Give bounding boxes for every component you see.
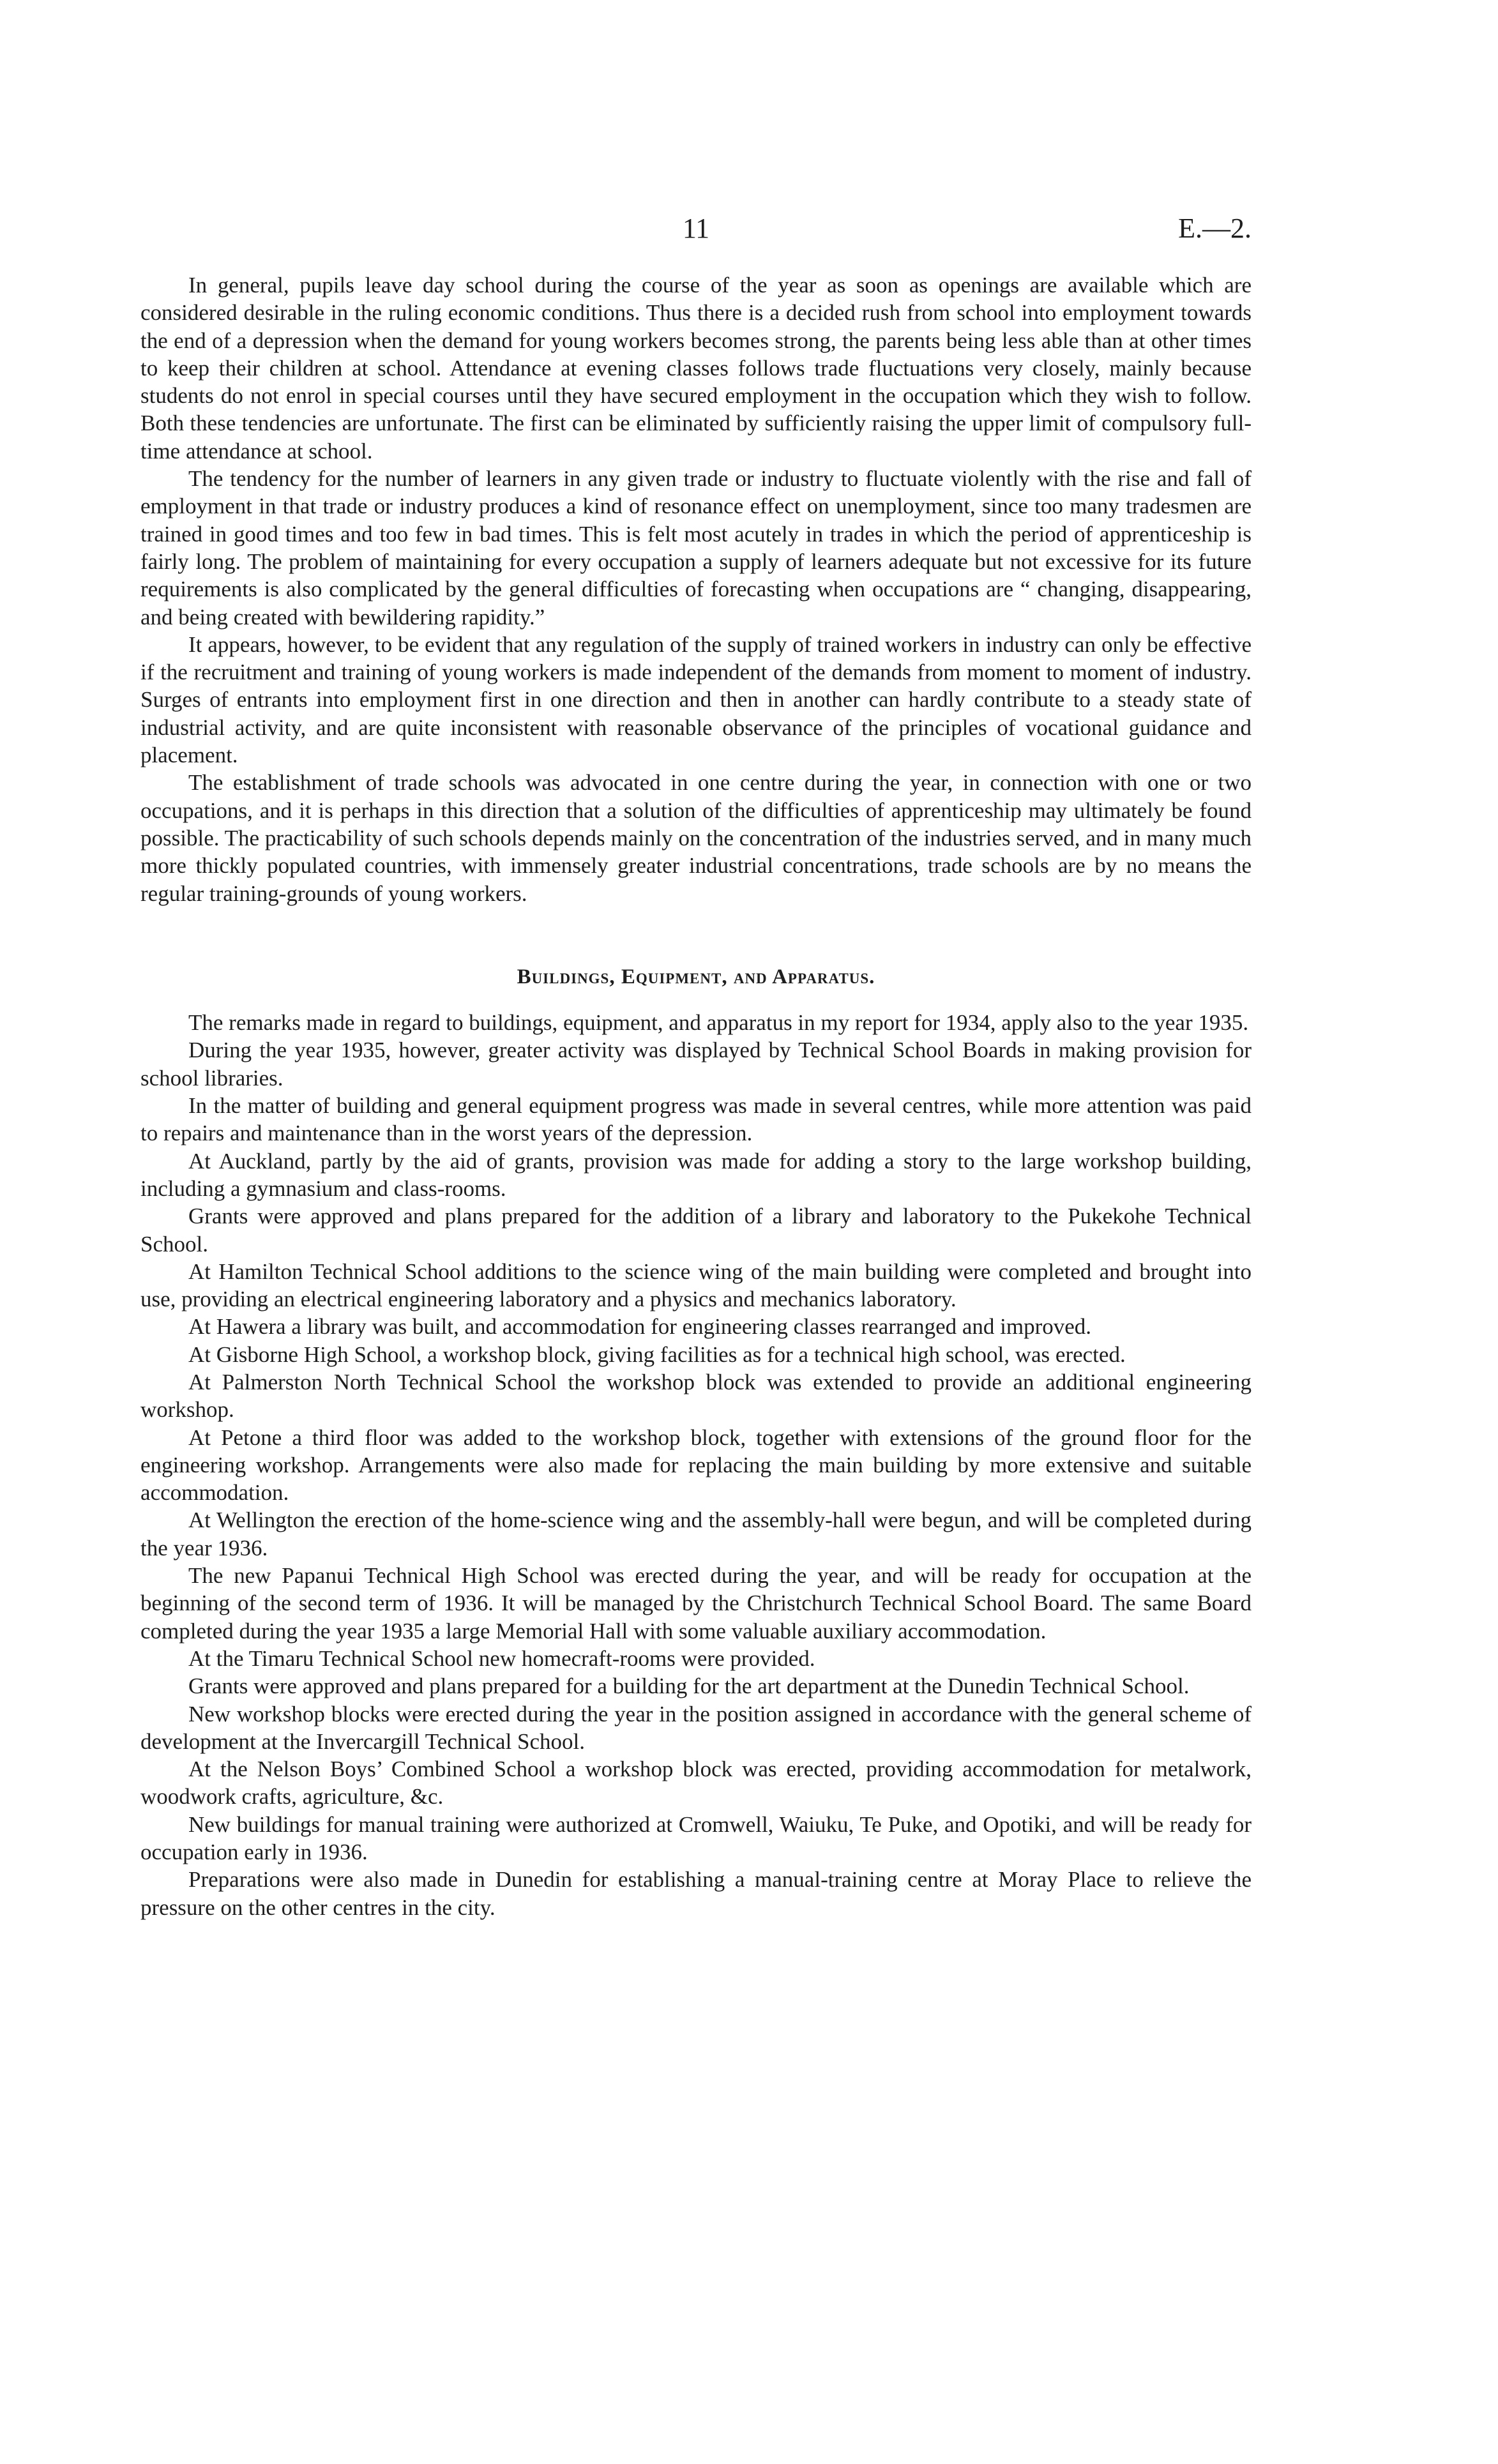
- paragraph: At the Timaru Technical School new homecraft-rooms were provided.: [188, 1645, 815, 1671]
- document-code: E.—2.: [1178, 213, 1252, 244]
- paragraph: At Petone a third floor was added to the workshop block, together with extensions of the ground floor for the engineering workshop. Arrangements were also made for replacing the main building by more extensive and suitable accommodation.: [140, 1425, 1252, 1506]
- paragraph: In general, pupils leave day school during the course of the year as soon as openings are available which are considered desirable in the ruling economic conditions. Thus there is a decided rush from school into employment towards the end of a depression when the demand for young workers becomes strong, the parents being less able than at other times to keep their children at school. Attendance at evening classes follows trade fluctuations very closely, mainly because students do not enrol in special courses until they have secured employment in the occupation which they wish to follow. Both these tendencies are unfortunate. The first can be eliminated by sufficiently raising the upper limit of compulsory full-time attendance at school.: [140, 273, 1252, 464]
- paragraph: Grants were approved and plans prepared for the addition of a library and laboratory to the Pukekohe Technical School.: [140, 1204, 1252, 1257]
- paragraph: It appears, however, to be evident that any regulation of the supply of trained workers in industry can only be effective if the recruitment and training of young workers is made independent of the demands from moment to moment of industry. Surges of entrants into employment first in one direction and then in another can hardly contribute to a steady state of industrial activity, and are quite inconsistent with reasonable observance of the principles of vocational guidance and placement.: [140, 631, 1252, 768]
- paragraph: At Hamilton Technical School additions to the science wing of the main building were completed and brought into use, providing an electrical engineering laboratory and a physics and mechanics laboratory.: [140, 1258, 1252, 1312]
- paragraph: At Palmerston North Technical School the workshop block was extended to provide an additional engineering workshop.: [140, 1369, 1252, 1423]
- paragraph: The remarks made in regard to buildings, equipment, and apparatus in my report for 1934, apply also to the year 1935.: [188, 1010, 1249, 1036]
- paragraph: The establishment of trade schools was advocated in one centre during the year, in connection with one or two occupations, and it is perhaps in this direction that a solution of the difficulties of apprenticeship may ultimately be found possible. The practicability of such schools depends mainly on the concentration of the industries served, and in many much more thickly populated countries, with immensely greater industrial concentrations, trade schools are by no means the regular training-grounds of young workers.: [140, 770, 1252, 906]
- paragraph: At Hawera a library was built, and accommodation for engineering classes rearranged and improved.: [188, 1314, 1092, 1340]
- paragraph: Preparations were also made in Dunedin for establishing a manual-training centre at Moray Place to relieve the pressure on the other centres in the city.: [140, 1867, 1252, 1920]
- paragraph: At Auckland, partly by the aid of grants, provision was made for adding a story to the large workshop building, including a gymnasium and class-rooms.: [140, 1148, 1252, 1201]
- body-text: [140, 271, 1252, 1921]
- paragraph: At the Nelson Boys’ Combined School a workshop block was erected, providing accommodation for metalwork, woodwork crafts, agriculture, &c.: [140, 1757, 1252, 1810]
- paragraph: New buildings for manual training were authorized at Cromwell, Waiuku, Te Puke, and Opotiki, and will be ready for occupation early in 1936.: [140, 1811, 1252, 1865]
- paragraph: The new Papanui Technical High School was erected during the year, and will be ready for occupation at the beginning of the second term of 1936. It will be managed by the Christchurch Technical School Board. The same Board completed during the year 1935 a large Memorial Hall with some valuable auxiliary accommodation.: [140, 1563, 1252, 1644]
- paragraph: Grants were approved and plans prepared for a building for the art department at the Dunedin Technical School.: [188, 1674, 1190, 1699]
- paragraph: In the matter of building and general equipment progress was made in several centres, while more attention was paid to repairs and maintenance than in the worst years of the depression.: [140, 1093, 1252, 1146]
- paragraph: During the year 1935, however, greater activity was displayed by Technical School Boards in making provision for school libraries.: [140, 1038, 1252, 1091]
- section-heading: Buildings, Equipment, and Apparatus.: [517, 965, 875, 988]
- paragraph: At Wellington the erection of the home-science wing and the assembly-hall were begun, and will be completed during the year 1936.: [140, 1508, 1252, 1561]
- paragraph: The tendency for the number of learners in any given trade or industry to fluctuate violently with the rise and fall of employment in that trade or industry produces a kind of resonance effect on unemployment, since too many tradesmen are trained in good times and too few in bad times. This is felt most acutely in trades in which the period of apprenticeship is fairly long. The problem of maintaining for every occupation a supply of learners adequate but not excessive for its future requirements is also complicated by the general difficulties of forecasting when occupations are “ changing, disappearing, and being created with bewildering rapidity.”: [140, 466, 1252, 630]
- paragraph: New workshop blocks were erected during the year in the position assigned in accordance with the general scheme of development at the Invercargill Technical School.: [140, 1701, 1252, 1754]
- paragraph: At Gisborne High School, a workshop block, giving facilities as for a technical high school, was erected.: [188, 1342, 1126, 1367]
- page-number: 11: [682, 213, 710, 244]
